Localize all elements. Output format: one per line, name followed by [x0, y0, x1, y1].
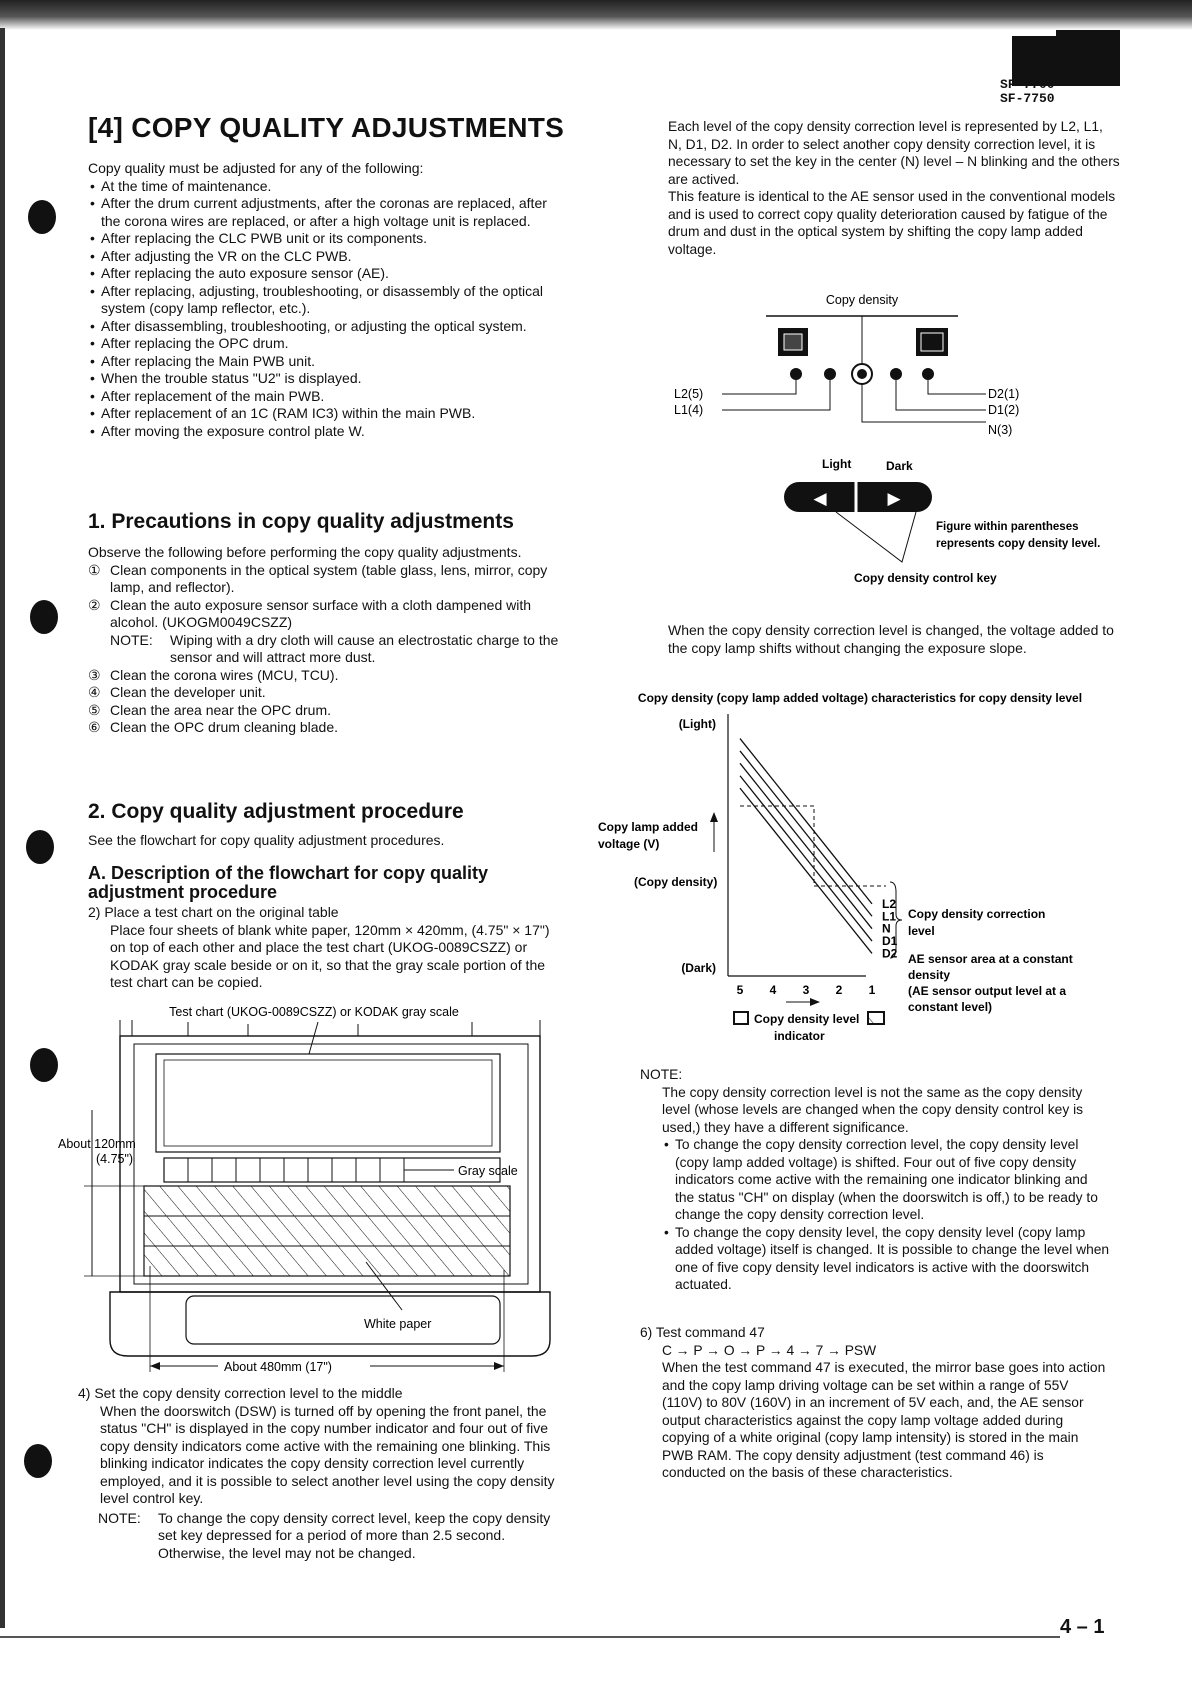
list-item — [88, 702, 566, 720]
list-item: • After replacement of the main PWB. — [88, 388, 566, 406]
test-chart-figure — [58, 1000, 578, 1390]
x-tick-label: 2 — [835, 983, 843, 997]
x-tick-label: 4 — [769, 983, 777, 997]
list-item: • To change the copy density correction level, the copy density level (copy lamp added voltage) is shifted. Four out of five copy density indicators come active with the remaining one indicator blinking and the status "CH" on display (when the doorswitch is off,) to be ready to change the copy density correction level. — [662, 1136, 1110, 1224]
binder-hole — [30, 600, 58, 634]
list-item: • After replacement of an 1C (RAM IC3) within the main PWB. — [88, 405, 566, 423]
item-text: Clean the OPC drum cleaning blade. — [110, 719, 339, 735]
dark-label: Dark — [886, 459, 913, 473]
white-paper-label: White paper — [364, 1317, 432, 1331]
scan-left-edge — [0, 28, 5, 1628]
figure-caption: Test chart (UKOG-0089CSZZ) or KODAK gray scale — [169, 1005, 459, 1019]
lead-line — [722, 380, 830, 410]
chart-title: Copy density (copy lamp added voltage) characteristics for copy density level — [637, 691, 1083, 705]
right-arrow-icon[interactable]: ▶ — [887, 489, 901, 508]
series-line-d2 — [740, 788, 872, 953]
list-item — [88, 667, 566, 685]
brace-label: Copy density correction — [908, 907, 1046, 921]
note-label: NOTE: — [640, 1067, 683, 1082]
y-axis-label: voltage (V) — [598, 837, 660, 851]
note — [88, 632, 566, 667]
note-block — [640, 1066, 1110, 1294]
arrow-head — [150, 1362, 160, 1370]
lead-line — [722, 380, 796, 394]
section-heading: 1. Precautions in copy quality adjustments — [88, 510, 514, 533]
light-indicator-inner — [784, 334, 802, 350]
item-text: Clean components in the optical system (table glass, lens, mirror, copy lamp, and reflector). — [110, 561, 548, 595]
model-number: SF-7700 — [1000, 77, 1055, 92]
item-number: ② — [88, 596, 101, 613]
level-label: N(3) — [988, 423, 1013, 437]
step-2 — [88, 904, 566, 992]
list-item: • After adjusting the VR on the CLC PWB. — [88, 248, 566, 266]
step-4 — [78, 1385, 558, 1562]
paragraph: This feature is identical to the AE sensor used in the conventional models and is used to correct copy quality deterioration caused by fatigue of the drum and dust in the optical system by shifting the copy lamp added voltage. — [668, 189, 1116, 257]
y-top-label: (Light) — [678, 717, 716, 731]
page-title: [4] COPY QUALITY ADJUSTMENTS — [88, 112, 565, 143]
figure-note: Figure within parentheses — [936, 521, 1079, 533]
figure-note: represents copy density level. — [936, 538, 1101, 550]
note-label: NOTE: — [98, 1509, 141, 1526]
level-label: D1(2) — [988, 403, 1020, 417]
series-label: D1 — [882, 934, 898, 949]
y-bottom-label: (Dark) — [681, 961, 716, 975]
test-chart-sheet — [156, 1054, 500, 1152]
dark-indicator-inner — [921, 333, 943, 351]
brace-label: level — [908, 924, 935, 938]
level-label: D2(1) — [988, 387, 1020, 401]
dimension-label: About 480mm (17") — [224, 1360, 332, 1374]
step-text: Place four sheets of blank white paper, 120mm × 420mm, (4.75" × 17") on top of each other and place the test chart (UKOG-0089CSZZ) or KODAK gray scale beside or on it, so that the gray scale portion of the test chart can be copied. — [110, 921, 550, 990]
page-tab-marker — [1056, 30, 1120, 44]
led-n-core — [857, 369, 867, 379]
ae-dashed-guide — [740, 806, 886, 886]
list-item: • After moving the exposure control plate W. — [88, 423, 566, 441]
bottom-rule — [0, 1636, 1060, 1638]
binder-hole — [26, 830, 54, 864]
paragraph: Each level of the copy density correction level is represented by L2, L1, N, D1, D2. In order to select another copy density correction level, it is necessary to set the key in the center (N) level – N blinking and the others are actived. — [668, 119, 1120, 187]
dark-square-icon — [868, 1012, 884, 1024]
item-text: Clean the corona wires (MCU, TCU). — [110, 666, 339, 683]
binder-hole — [28, 200, 56, 234]
gray-scale-label: Gray scale — [458, 1164, 518, 1178]
list-item: • After replacing the OPC drum. — [88, 335, 566, 353]
section1-lead: Observe the following before performing the copy quality adjustments. — [88, 544, 522, 560]
series-layer — [740, 739, 898, 961]
lead-line — [928, 380, 986, 394]
list-item: • After replacing the auto exposure sensor (AE). — [88, 265, 566, 283]
intro-section — [88, 160, 566, 440]
list-item: • After replacing, adjusting, troubleshooting, or disassembly of the optical system (copy lamp reflector, etc.). — [88, 283, 566, 318]
x-tick-label: 5 — [736, 983, 744, 997]
lead-line — [862, 384, 986, 422]
note-label: NOTE: — [110, 631, 153, 648]
list-item — [88, 684, 566, 702]
y-mid-label: (Copy density) — [634, 875, 718, 889]
dimension-label: (4.75") — [96, 1152, 134, 1166]
series-line-l2 — [740, 739, 872, 904]
right-intro — [668, 118, 1120, 258]
series-line-d1 — [740, 776, 872, 941]
ae-label: constant level) — [908, 1000, 993, 1014]
led-l1 — [824, 368, 836, 380]
light-label: Light — [822, 457, 852, 471]
list-item — [88, 719, 566, 737]
binder-hole — [30, 1048, 58, 1082]
led-l2 — [790, 368, 802, 380]
ae-label: (AE sensor output level at a — [908, 984, 1067, 998]
list-item: • After the drum current adjustments, after the coronas are replaced, after the corona wires are replaced, or after a high voltage unit is replaced. — [88, 195, 566, 230]
lead-line — [896, 380, 986, 410]
step-text: When the doorswitch (DSW) is turned off by opening the front panel, the status "CH" is displayed in the copy number indicator and four out of five copy density indicators come active with the remaining one blinking. This blinking indicator indicates the copy density correction level currently employed, and it is possible to select another level using the copy density level control key. — [100, 1402, 555, 1506]
indicator-label: Copy density level — [754, 1012, 860, 1026]
note-text: To change the copy density correct level, keep the copy density set key depressed for a period of more than 2.5 second. Otherwise, the level may not be changed. — [158, 1509, 551, 1561]
ae-label: AE sensor area at a constant — [908, 952, 1073, 966]
series-label: D2 — [882, 946, 898, 961]
scan-top-edge — [0, 0, 1192, 30]
command-sequence: C → P → O → P → 4 → 7 → PSW — [662, 1342, 877, 1358]
led-d2 — [922, 368, 934, 380]
shift-paragraph: When the copy density correction level is changed, the voltage added to the copy lamp shifts without changing the exposure slope. — [668, 622, 1114, 656]
list-item — [88, 597, 566, 632]
white-paper-stack — [144, 1186, 510, 1276]
light-square-icon — [734, 1012, 748, 1024]
x-tick-label: 3 — [802, 983, 810, 997]
density-characteristics-chart — [590, 686, 1150, 1050]
panel-title: Copy density — [825, 293, 899, 307]
item-number: ③ — [88, 666, 101, 683]
level-label: L1(4) — [674, 403, 704, 417]
section1-body — [88, 544, 566, 737]
section2-lead: See the flowchart for copy quality adjustment procedures. — [88, 832, 445, 848]
copy-density-key[interactable] — [784, 482, 932, 512]
binder-hole — [24, 1444, 52, 1478]
precaution-list — [88, 562, 566, 632]
note-text: Wiping with a dry cloth will cause an electrostatic charge to the sensor and will attract more dust. — [170, 631, 559, 665]
x-tick-label: 1 — [868, 983, 876, 997]
step-text: When the test command 47 is executed, the mirror base goes into action and the copy lamp driving voltage can be set within a range of 55V (110V) to 80V (160V) in an increment of 5V each, and, the AE sensor output characteristics against the copy lamp voltage added during copying of a white original (copy lamp intensity) is stored in the main PWB RAM. The copy density adjustment (test command 46) is conducted on the basis of these characteristics. — [662, 1360, 1106, 1480]
item-text: Clean the developer unit. — [110, 684, 266, 700]
item-number: ① — [88, 561, 101, 578]
section-heading: 2. Copy quality adjustment procedure — [88, 800, 464, 823]
ae-label: density — [908, 968, 951, 982]
item-number: ⑥ — [88, 719, 101, 735]
x-arrow-head — [810, 998, 820, 1006]
page-number: 4 – 1 — [1060, 1616, 1105, 1638]
model-number: SF-7750 — [1000, 91, 1055, 106]
note — [78, 1510, 558, 1563]
step-title: 4) Set the copy density correction level to the middle — [78, 1385, 403, 1401]
precaution-list — [88, 667, 566, 737]
level-label: L2(5) — [674, 387, 704, 401]
led-d1 — [890, 368, 902, 380]
series-label: L2 — [882, 896, 897, 911]
intro-list — [88, 178, 566, 441]
arrow-head — [494, 1362, 504, 1370]
item-text: Clean the area near the OPC drum. — [110, 701, 332, 718]
step-title: 2) Place a test chart on the original table — [88, 904, 339, 920]
list-item: • At the time of maintenance. — [88, 178, 566, 196]
operation-panel — [186, 1296, 500, 1344]
item-text: Clean the auto exposure sensor surface with a cloth dampened with alcohol. (UKOGM0049CSZZ) — [110, 596, 532, 630]
series-label: L1 — [882, 909, 897, 924]
intro-lead: Copy quality must be adjusted for any of the following: — [88, 160, 424, 176]
indicator-label: indicator — [774, 1029, 825, 1043]
list-item — [88, 562, 566, 597]
list-item: • After replacing the Main PWB unit. — [88, 353, 566, 371]
leader-line — [836, 512, 916, 562]
item-number: ④ — [88, 684, 101, 700]
list-item: • When the trouble status "U2" is displayed. — [88, 370, 566, 388]
note-list — [640, 1136, 1110, 1294]
list-item: • After replacing the CLC PWB unit or its components. — [88, 230, 566, 248]
note-paragraph: The copy density correction level is not the same as the copy density level (whose levels are changed when the copy density control key is used,) they have a different significance. — [662, 1084, 1084, 1135]
copy-density-panel-figure — [666, 286, 1136, 586]
item-number: ⑤ — [88, 701, 101, 718]
list-item: • To change the copy density level, the copy density level (copy lamp added voltage) itself is changed. It is possible to change the level when one of five copy density level indicators is active with the doorswitch actuated. — [662, 1224, 1110, 1294]
tick-layer — [737, 983, 876, 997]
y-arrow-head — [710, 812, 718, 822]
key-label: Copy density control key — [854, 571, 997, 585]
dimension-label: About 120mm — [58, 1137, 136, 1151]
series-line-n — [740, 763, 872, 928]
subsection-heading: A. Description of the flowchart for copy quality adjustment procedure — [88, 863, 489, 902]
series-label: N — [882, 921, 891, 936]
step-title: 6) Test command 47 — [640, 1325, 765, 1340]
series-line-l1 — [740, 751, 872, 916]
y-axis-label: Copy lamp added — [598, 820, 699, 834]
step-6 — [640, 1324, 1110, 1482]
list-item: • After disassembling, troubleshooting, or adjusting the optical system. — [88, 318, 566, 336]
left-arrow-icon[interactable]: ◀ — [813, 489, 827, 508]
